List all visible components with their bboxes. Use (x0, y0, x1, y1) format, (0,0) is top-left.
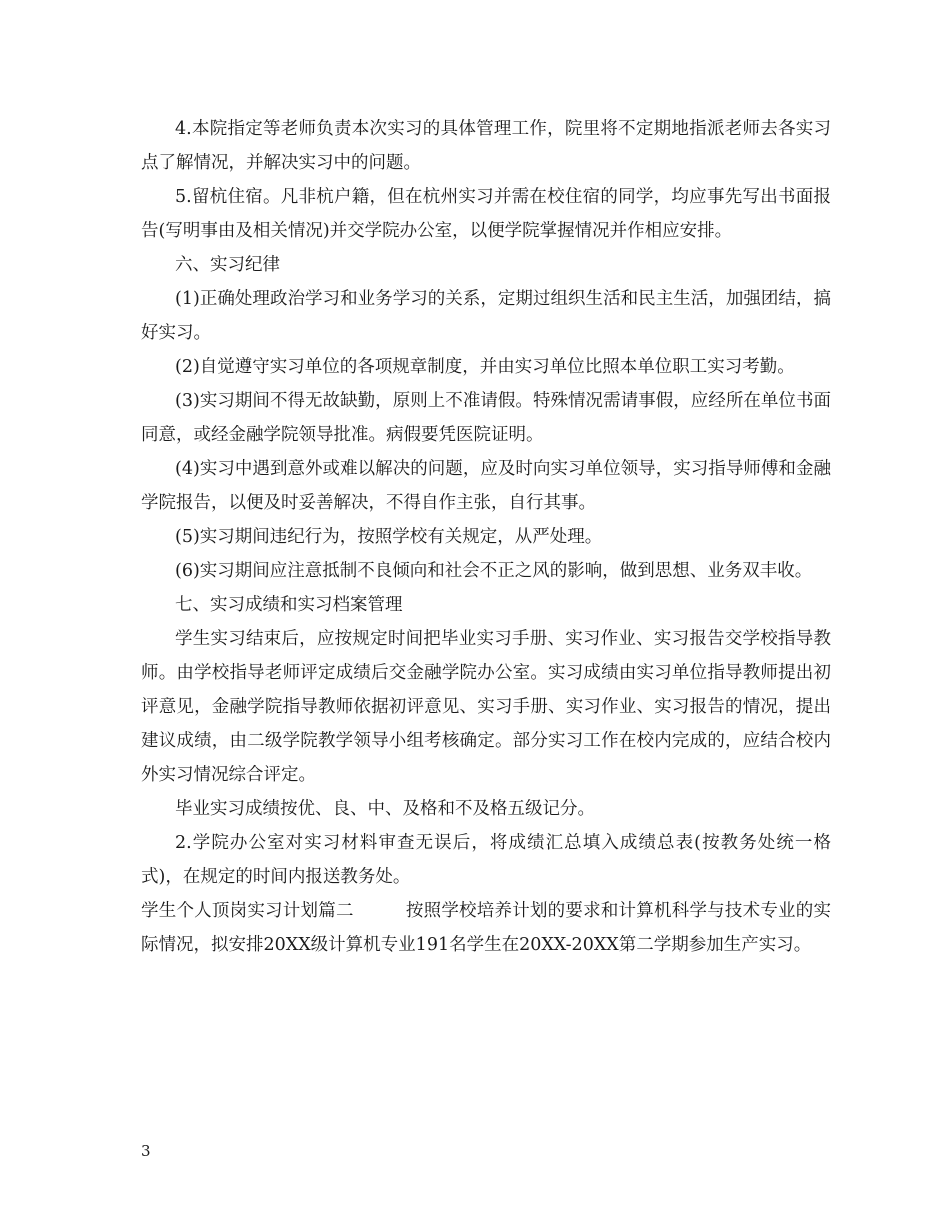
section-heading-grades: 七、实习成绩和实习档案管理 (175, 595, 403, 615)
discipline-item-5: (5)实习期间违纪行为，按照学校有关规定，从严处理。 (175, 527, 603, 547)
plan-two-text: 按照学校培养计划的要求和计算机科学与技术专业的实际情况，拟安排20XX级计算机专业191名学生在20XX-20XX第二学期参加生产实习。 (141, 901, 832, 955)
document-body (141, 112, 831, 962)
page-number: 3 (141, 1142, 151, 1160)
grades-scale-paragraph: 毕业实习成绩按优、良、中、及格和不及格五级记分。 (175, 799, 595, 819)
grades-paragraph: 学生实习结束后，应按规定时间把毕业实习手册、实习作业、实习报告交学校指导教师。由学校指导老师评定成绩后交金融学院办公室。实习成绩由实习单位指导教师提出初评意见，金融学院指导教师依据初评意见、实习手册、实习作业、实习报告的情况，提出建议成绩，由二级学院教学领导小组考核确定。部分实习工作在校内完成的，应结合校内外实习情况综合评定。 (141, 629, 831, 785)
discipline-item-3: (3)实习期间不得无故缺勤，原则上不准请假。特殊情况需请事假，应经所在单位书面同意，或经金融学院领导批准。病假要凭医院证明。 (141, 391, 831, 445)
plan-two-heading: 学生个人顶岗实习计划篇二 (141, 901, 354, 921)
discipline-item-6: (6)实习期间应注意抵制不良倾向和社会不正之风的影响，做到思想、业务双丰收。 (175, 561, 813, 581)
grades-item-2: 2.学院办公室对实习材料审查无误后，将成绩汇总填入成绩总表(按教务处统一格式)，在规定的时间内报送教务处。 (141, 833, 831, 887)
discipline-item-2: (2)自觉遵守实习单位的各项规章制度，并由实习单位比照本单位职工实习考勤。 (175, 357, 795, 377)
section-heading-discipline: 六、实习纪律 (175, 255, 280, 275)
paragraph-item-5: 5.留杭住宿。凡非杭户籍，但在杭州实习并需在校住宿的同学，均应事先写出书面报告(写明事由及相关情况)并交学院办公室，以便学院掌握情况并作相应安排。 (141, 187, 831, 241)
discipline-item-4: (4)实习中遇到意外或难以解决的问题，应及时向实习单位领导，实习指导师傅和金融学院报告，以便及时妥善解决，不得自作主张，自行其事。 (141, 459, 831, 513)
plan-two-paragraph (141, 894, 831, 962)
paragraph-item-4: 4.本院指定等老师负责本次实习的具体管理工作，院里将不定期地指派老师去各实习点了解情况，并解决实习中的问题。 (141, 119, 831, 173)
discipline-item-1: (1)正确处理政治学习和业务学习的关系，定期过组织生活和民主生活，加强团结，搞好实习。 (141, 289, 831, 343)
